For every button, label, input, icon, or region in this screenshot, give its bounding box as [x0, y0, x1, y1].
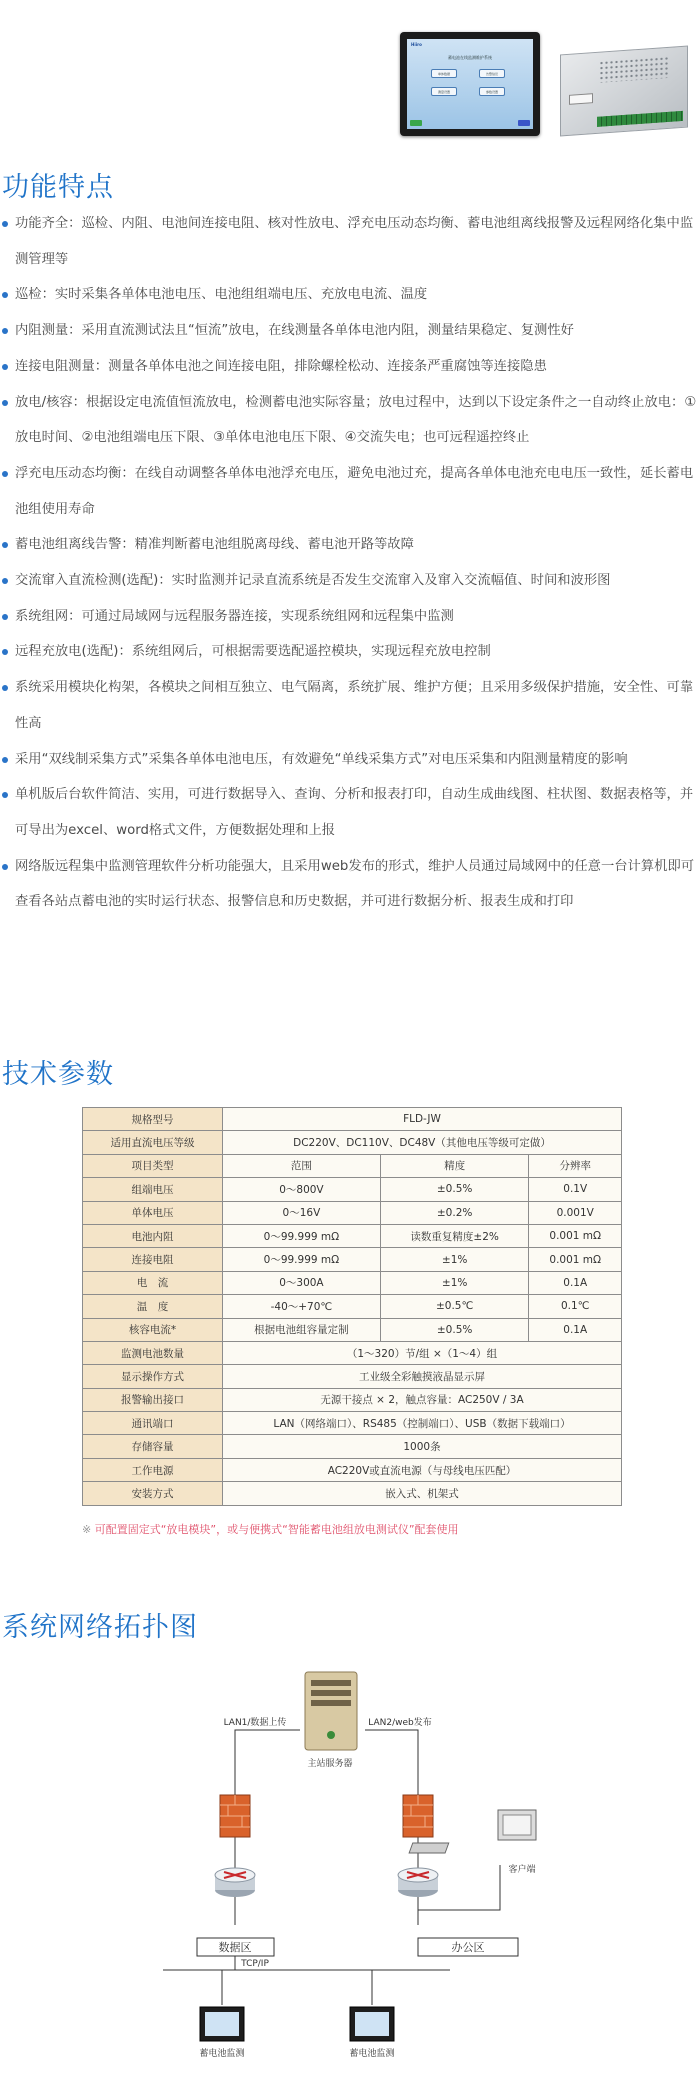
- feature-text: 巡检：实时采集各单体电池电压、电池组组端电压、充放电电流、温度: [15, 287, 428, 303]
- terminal-block: [597, 111, 683, 127]
- monitor1-label: 蓄电池监测: [199, 2049, 245, 2059]
- spec-label: 安装方式: [83, 1482, 223, 1505]
- spec-note: [82, 1521, 459, 1537]
- spec-row: [83, 1108, 622, 1131]
- host-unit-image: [560, 46, 688, 137]
- spec-value: LAN（网络端口）、RS485（控制端口）、USB（数据下载端口）: [223, 1412, 622, 1435]
- spec-label: 核容电流*: [83, 1318, 223, 1341]
- spec-value: 0.1℃: [529, 1295, 622, 1318]
- spec-value: 范围: [223, 1154, 381, 1177]
- spec-value: ±0.5℃: [380, 1295, 529, 1318]
- spec-value: ±0.2%: [380, 1201, 529, 1224]
- topology-title: 系统网络拓扑图: [2, 1612, 198, 1643]
- bullet-icon: [2, 400, 8, 406]
- feature-text: 蓄电池组离线告警：精准判断蓄电池组脱离母线、蓄电池开路等故障: [15, 537, 414, 553]
- spec-value: FLD-JW: [223, 1108, 622, 1131]
- feature-text: 交流窜入直流检测(选配)：实时监测并记录直流系统是否发生交流窜入及窜入交流幅值、时间和波形图: [15, 573, 611, 589]
- spec-row: [83, 1295, 622, 1318]
- spec-label: 电池内阻: [83, 1224, 223, 1247]
- spec-label: 规格型号: [83, 1108, 223, 1131]
- feature-item: [2, 742, 698, 778]
- feature-item: [2, 277, 698, 313]
- spec-label: 适用直流电压等级: [83, 1131, 223, 1154]
- spec-row: [83, 1388, 622, 1411]
- feature-item: [2, 777, 698, 848]
- feature-text: 远程充放电(选配)：系统组网后，可根据需要选配遥控模块，实现远程充放电控制: [15, 644, 491, 660]
- spec-value: 读数重复精度±2%: [380, 1224, 529, 1247]
- spec-value: 0～16V: [223, 1201, 381, 1224]
- spec-label: 温 度: [83, 1295, 223, 1318]
- specs-title: 技术参数: [2, 1059, 114, 1090]
- bullet-icon: [2, 685, 8, 691]
- spec-row: [83, 1318, 622, 1341]
- spec-row: [83, 1412, 622, 1435]
- spec-label: 显示操作方式: [83, 1365, 223, 1388]
- spec-value: 无源干接点 × 2，触点容量：AC250V / 3A: [223, 1388, 622, 1411]
- feature-text: 系统组网：可通过局域网与远程服务器连接，实现系统组网和远程集中监测: [15, 608, 454, 624]
- vent-grille: [599, 56, 669, 83]
- router-icon-left: [215, 1868, 255, 1897]
- bullet-icon: [2, 792, 8, 798]
- spec-value: 0～800V: [223, 1178, 381, 1201]
- spec-value: 0.001 mΩ: [529, 1248, 622, 1271]
- spec-row: [83, 1435, 622, 1458]
- feature-item: [2, 527, 698, 563]
- spec-row: [83, 1131, 622, 1154]
- feature-item: [2, 456, 698, 527]
- spec-row: [83, 1271, 622, 1294]
- feature-text: 内阻测量：采用直流测试法且“恒流”放电，在线测量各单体电池内阻，测量结果稳定、复测性好: [15, 323, 574, 339]
- spec-value: ±0.5%: [380, 1178, 529, 1201]
- feature-item: [2, 349, 698, 385]
- client-label: 客户端: [508, 1865, 536, 1875]
- feature-text: 采用“双线制采集方式”采集各单体电池电压，有效避免“单线采集方式”对电压采集和内阻测量精度的影响: [15, 751, 628, 767]
- spec-value: ±1%: [380, 1248, 529, 1271]
- screen-green-button: [410, 120, 422, 126]
- spec-value: 工业级全彩触摸液晶显示屏: [223, 1365, 622, 1388]
- spec-value: 0.1A: [529, 1271, 622, 1294]
- spec-value: 0～99.999 mΩ: [223, 1224, 381, 1247]
- feature-text: 连接电阻测量：测量各单体电池之间连接电阻，排除螺栓松动、连接条严重腐蚀等连接隐患: [15, 358, 547, 374]
- bullet-icon: [2, 649, 8, 655]
- feature-text: 浮充电压动态均衡：在线自动调整各单体电池浮充电压，避免电池过充，提高各单体电池充电电压一致性，延长蓄电池组使用寿命: [15, 465, 694, 517]
- screen-button: 告警信息: [479, 69, 505, 78]
- feature-item: [2, 634, 698, 670]
- data-zone-label: 数据区: [218, 1941, 252, 1954]
- spec-table: [82, 1107, 622, 1506]
- feature-item: [2, 206, 698, 277]
- bullet-icon: [2, 542, 8, 548]
- screen-button: 单体数据: [431, 69, 457, 78]
- spec-label: 存储容量: [83, 1435, 223, 1458]
- note-text: 可配置固定式“放电模块”，或与便携式“智能蓄电池组放电测试仪”配套使用: [94, 1523, 459, 1536]
- spec-row: [83, 1224, 622, 1247]
- bullet-icon: [2, 328, 8, 334]
- spec-label: 电 流: [83, 1271, 223, 1294]
- spec-row: [83, 1341, 622, 1364]
- spec-label: 项目类型: [83, 1154, 223, 1177]
- feature-item: [2, 563, 698, 599]
- feature-text: 系统采用模块化构架，各模块之间相互独立、电气隔离，系统扩展、维护方便；且采用多级保护措施，安全性、可靠性高: [15, 680, 694, 731]
- spec-value: 0.1V: [529, 1178, 622, 1201]
- spec-value: 1000条: [223, 1435, 622, 1458]
- screen-button: 参数设置: [479, 87, 505, 96]
- features-list: [2, 206, 698, 920]
- feature-text: 网络版远程集中监测管理软件分析功能强大，且采用web发布的形式，维护人员通过局域网中的任意一台计算机即可查看各站点蓄电池的实时运行状态、报警信息和历史数据，并可进行数据分析、报表生成和打印: [15, 858, 695, 910]
- device-nameplate: [569, 93, 593, 105]
- feature-item: [2, 849, 698, 920]
- screen-blue-button: [518, 120, 530, 126]
- bullet-icon: [2, 292, 8, 298]
- bullet-icon: [2, 578, 8, 584]
- spec-value: 根据电池组容量定制: [223, 1318, 381, 1341]
- spec-label: 单体电压: [83, 1201, 223, 1224]
- bullet-icon: [2, 471, 8, 477]
- spec-value: AC220V或直流电源（与母线电压匹配）: [223, 1458, 622, 1481]
- screen-logo: Hiiro: [411, 42, 422, 47]
- spec-row: [83, 1458, 622, 1481]
- lan2-label: LAN2/web发布: [368, 1718, 432, 1728]
- spec-label: 组端电压: [83, 1178, 223, 1201]
- spec-row: [83, 1365, 622, 1388]
- spec-row: [83, 1248, 622, 1271]
- spec-value: 精度: [380, 1154, 529, 1177]
- feature-text: 放电/核容：根据设定电流值恒流放电，检测蓄电池实际容量；放电过程中，达到以下设定条件之一自动终止放电：①放电时间、②电池组端电压下限、③单体电池电压下限、④交流失电；也可远程遥控终止: [15, 394, 697, 446]
- spec-value: -40～+70℃: [223, 1295, 381, 1318]
- feature-item: [2, 385, 698, 456]
- note-star: ※: [82, 1523, 92, 1536]
- spec-value: 0.1A: [529, 1318, 622, 1341]
- spec-value: DC220V、DC110V、DC48V（其他电压等级可定做）: [223, 1131, 622, 1154]
- router-icon-right: [398, 1868, 438, 1897]
- feature-item: [2, 313, 698, 349]
- feature-text: 单机版后台软件简洁、实用，可进行数据导入、查询、分析和报表打印，自动生成曲线图、柱状图、数据表格等，并可导出为excel、word格式文件，方便数据处理和上报: [15, 787, 694, 838]
- spec-value: 0～300A: [223, 1271, 381, 1294]
- firewall-icon-right: [403, 1795, 433, 1837]
- spec-row: [83, 1178, 622, 1201]
- bullet-icon: [2, 757, 8, 763]
- features-title: 功能特点: [2, 172, 114, 203]
- feature-item: [2, 599, 698, 635]
- bullet-icon: [2, 221, 8, 227]
- bullet-icon: [2, 614, 8, 620]
- monitor-device-icon-2: [350, 2007, 394, 2041]
- spec-value: ±0.5%: [380, 1318, 529, 1341]
- bullet-icon: [2, 364, 8, 370]
- spec-label: 报警输出接口: [83, 1388, 223, 1411]
- server-label: 主站服务器: [307, 1759, 353, 1769]
- feature-text: 功能齐全：巡检、内阻、电池间连接电阻、核对性放电、浮充电压动态均衡、蓄电池组离线报警及远程网络化集中监测管理等: [15, 216, 694, 267]
- spec-value: 0.001V: [529, 1201, 622, 1224]
- bullet-icon: [2, 864, 8, 870]
- topology-lines: [163, 1730, 500, 2005]
- spec-row: [83, 1482, 622, 1505]
- spec-value: 0.001 mΩ: [529, 1224, 622, 1247]
- feature-item: [2, 670, 698, 741]
- device-screen: [407, 39, 533, 129]
- spec-label: 通讯端口: [83, 1412, 223, 1435]
- spec-value: ±1%: [380, 1271, 529, 1294]
- spec-value: （1～320）节/组 ×（1～4）组: [223, 1341, 622, 1364]
- product-images: [400, 32, 700, 142]
- touchscreen-device-image: [400, 32, 540, 136]
- spec-value: 0～99.999 mΩ: [223, 1248, 381, 1271]
- spec-row: [83, 1154, 622, 1177]
- monitor2-label: 蓄电池监测: [349, 2049, 395, 2059]
- spec-row: [83, 1201, 622, 1224]
- spec-label: 工作电源: [83, 1458, 223, 1481]
- spec-label: 连接电阻: [83, 1248, 223, 1271]
- spec-value: 分辨率: [529, 1154, 622, 1177]
- firewall-icon-left: [220, 1795, 250, 1837]
- office-zone-label: 办公区: [451, 1941, 485, 1954]
- screen-button: 测量设置: [431, 87, 457, 96]
- screen-title: 蓄电池在线监测维护系统: [448, 55, 492, 60]
- monitor-device-icon-1: [200, 2007, 244, 2041]
- spec-value: 嵌入式、机架式: [223, 1482, 622, 1505]
- spec-label: 监测电池数量: [83, 1341, 223, 1364]
- network-topology-diagram: [0, 1650, 700, 2077]
- bus-label: TCP/IP: [241, 1959, 269, 1969]
- lan1-label: LAN1/数据上传: [223, 1718, 287, 1728]
- server-icon: [305, 1672, 357, 1750]
